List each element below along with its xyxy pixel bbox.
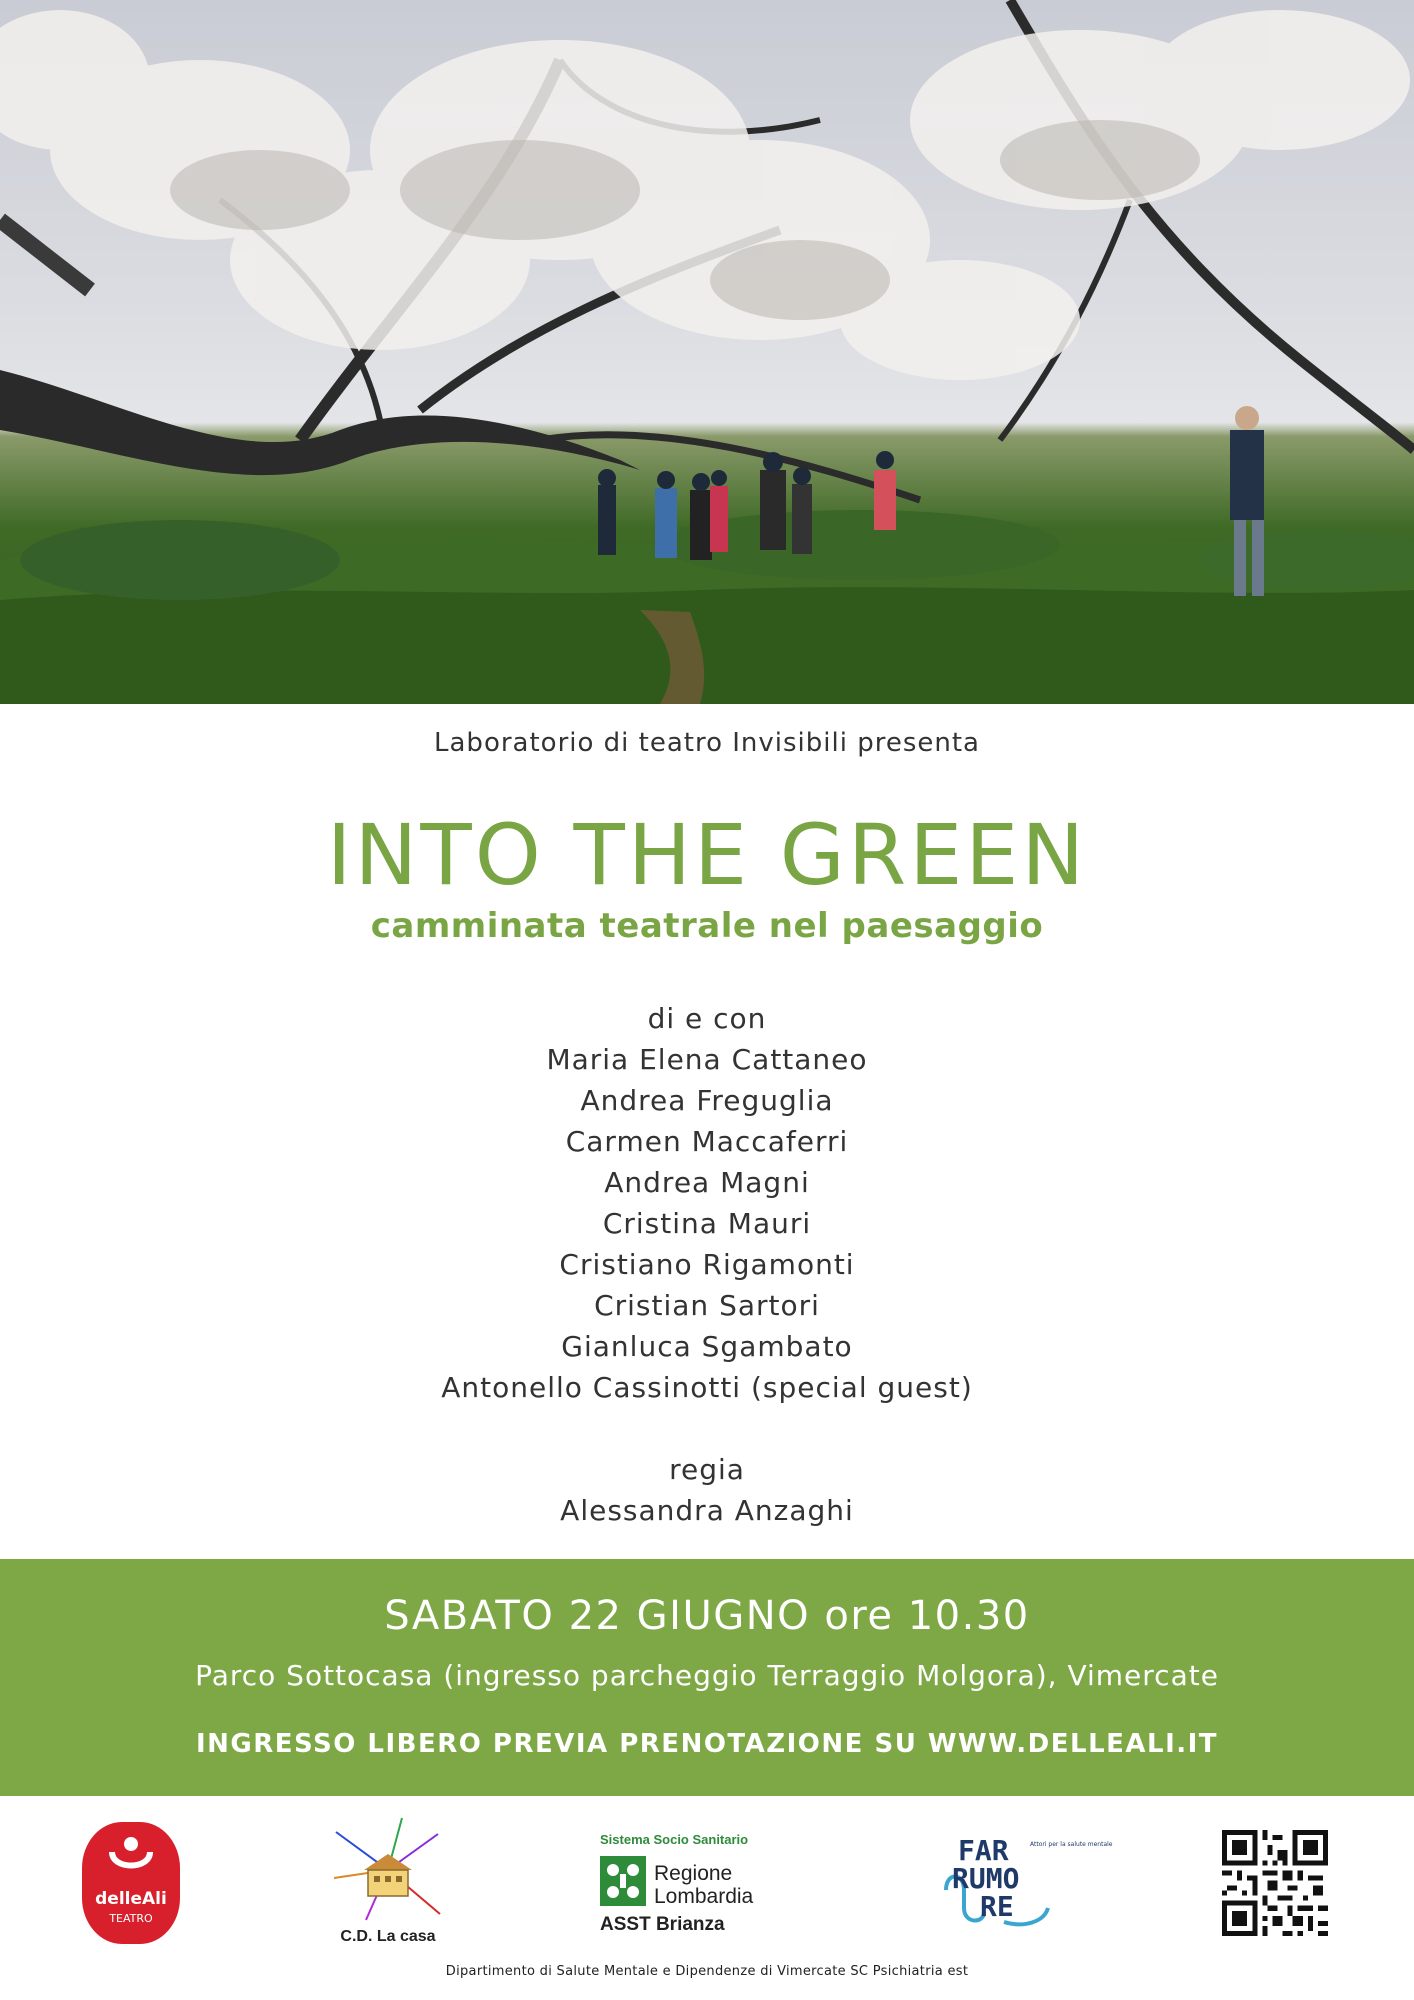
event-date: SABATO 22 GIUGNO ore 10.30: [384, 1593, 1030, 1639]
presenter-line: Laboratorio di teatro Invisibili presenta: [434, 728, 980, 758]
cast-member: Gianluca Sgambato: [561, 1330, 853, 1363]
delleali-logo-sub: TEATRO: [109, 1912, 153, 1925]
cast-member: Maria Elena Cattaneo: [546, 1043, 868, 1076]
cast-member: Cristina Mauri: [602, 1207, 812, 1240]
cast-member: Andrea Magni: [604, 1166, 810, 1199]
regione-name-1: Regione: [654, 1862, 733, 1885]
director-heading: regia: [669, 1453, 745, 1486]
event-info-band: [0, 1559, 1414, 1796]
hero-photo: [0, 0, 1414, 704]
farrumore-line-2: RUMO: [952, 1862, 1020, 1895]
regione-system-label: Sistema Socio Sanitario: [600, 1832, 749, 1847]
farrumore-tagline: Attori per la salute mentale: [1030, 1841, 1113, 1848]
event-place: Parco Sottocasa (ingresso parcheggio Terraggio Molgora), Vimercate: [195, 1659, 1219, 1692]
director-name: Alessandra Anzaghi: [560, 1494, 854, 1527]
footer-department-note: Dipartimento di Salute Mentale e Dipendenze di Vimercate SC Psichiatria est: [445, 1964, 969, 1979]
qr-code-graphic: [1222, 1830, 1328, 1936]
blossom-tree-illustration: [0, 0, 1414, 704]
regione-lombardia-logo: [596, 1830, 782, 1940]
cast-credits: [0, 998, 1414, 1408]
event-title: INTO THE GREEN: [326, 806, 1088, 904]
cast-member: Carmen Maccaferri: [565, 1125, 849, 1158]
farrumore-line-3: RE: [980, 1890, 1014, 1923]
qr-code[interactable]: [1222, 1830, 1328, 1936]
booking-info[interactable]: INGRESSO LIBERO PREVIA PRENOTAZIONE SU WWW.DELLEALI.IT: [195, 1729, 1219, 1759]
regione-name-2: Lombardia: [654, 1885, 754, 1908]
farrumore-line-1: FAR: [958, 1834, 1009, 1867]
delleali-logo: [82, 1822, 180, 1944]
cast-member: Cristian Sartori: [594, 1289, 820, 1322]
lacasa-logo: [326, 1814, 450, 1954]
cast-heading: di e con: [647, 1002, 767, 1035]
cast-member: Andrea Freguglia: [580, 1084, 834, 1117]
asst-label: ASST Brianza: [600, 1914, 725, 1935]
director-credits: [0, 1449, 1414, 1531]
lacasa-label: C.D. La casa: [340, 1928, 436, 1945]
cast-member: Cristiano Rigamonti: [559, 1248, 855, 1281]
delleali-logo-name: delleAli: [95, 1889, 167, 1909]
event-subtitle: camminata teatrale nel paesaggio: [370, 906, 1044, 946]
farrumore-logo: [944, 1832, 1113, 1932]
cast-member: Antonello Cassinotti (special guest): [441, 1371, 973, 1404]
